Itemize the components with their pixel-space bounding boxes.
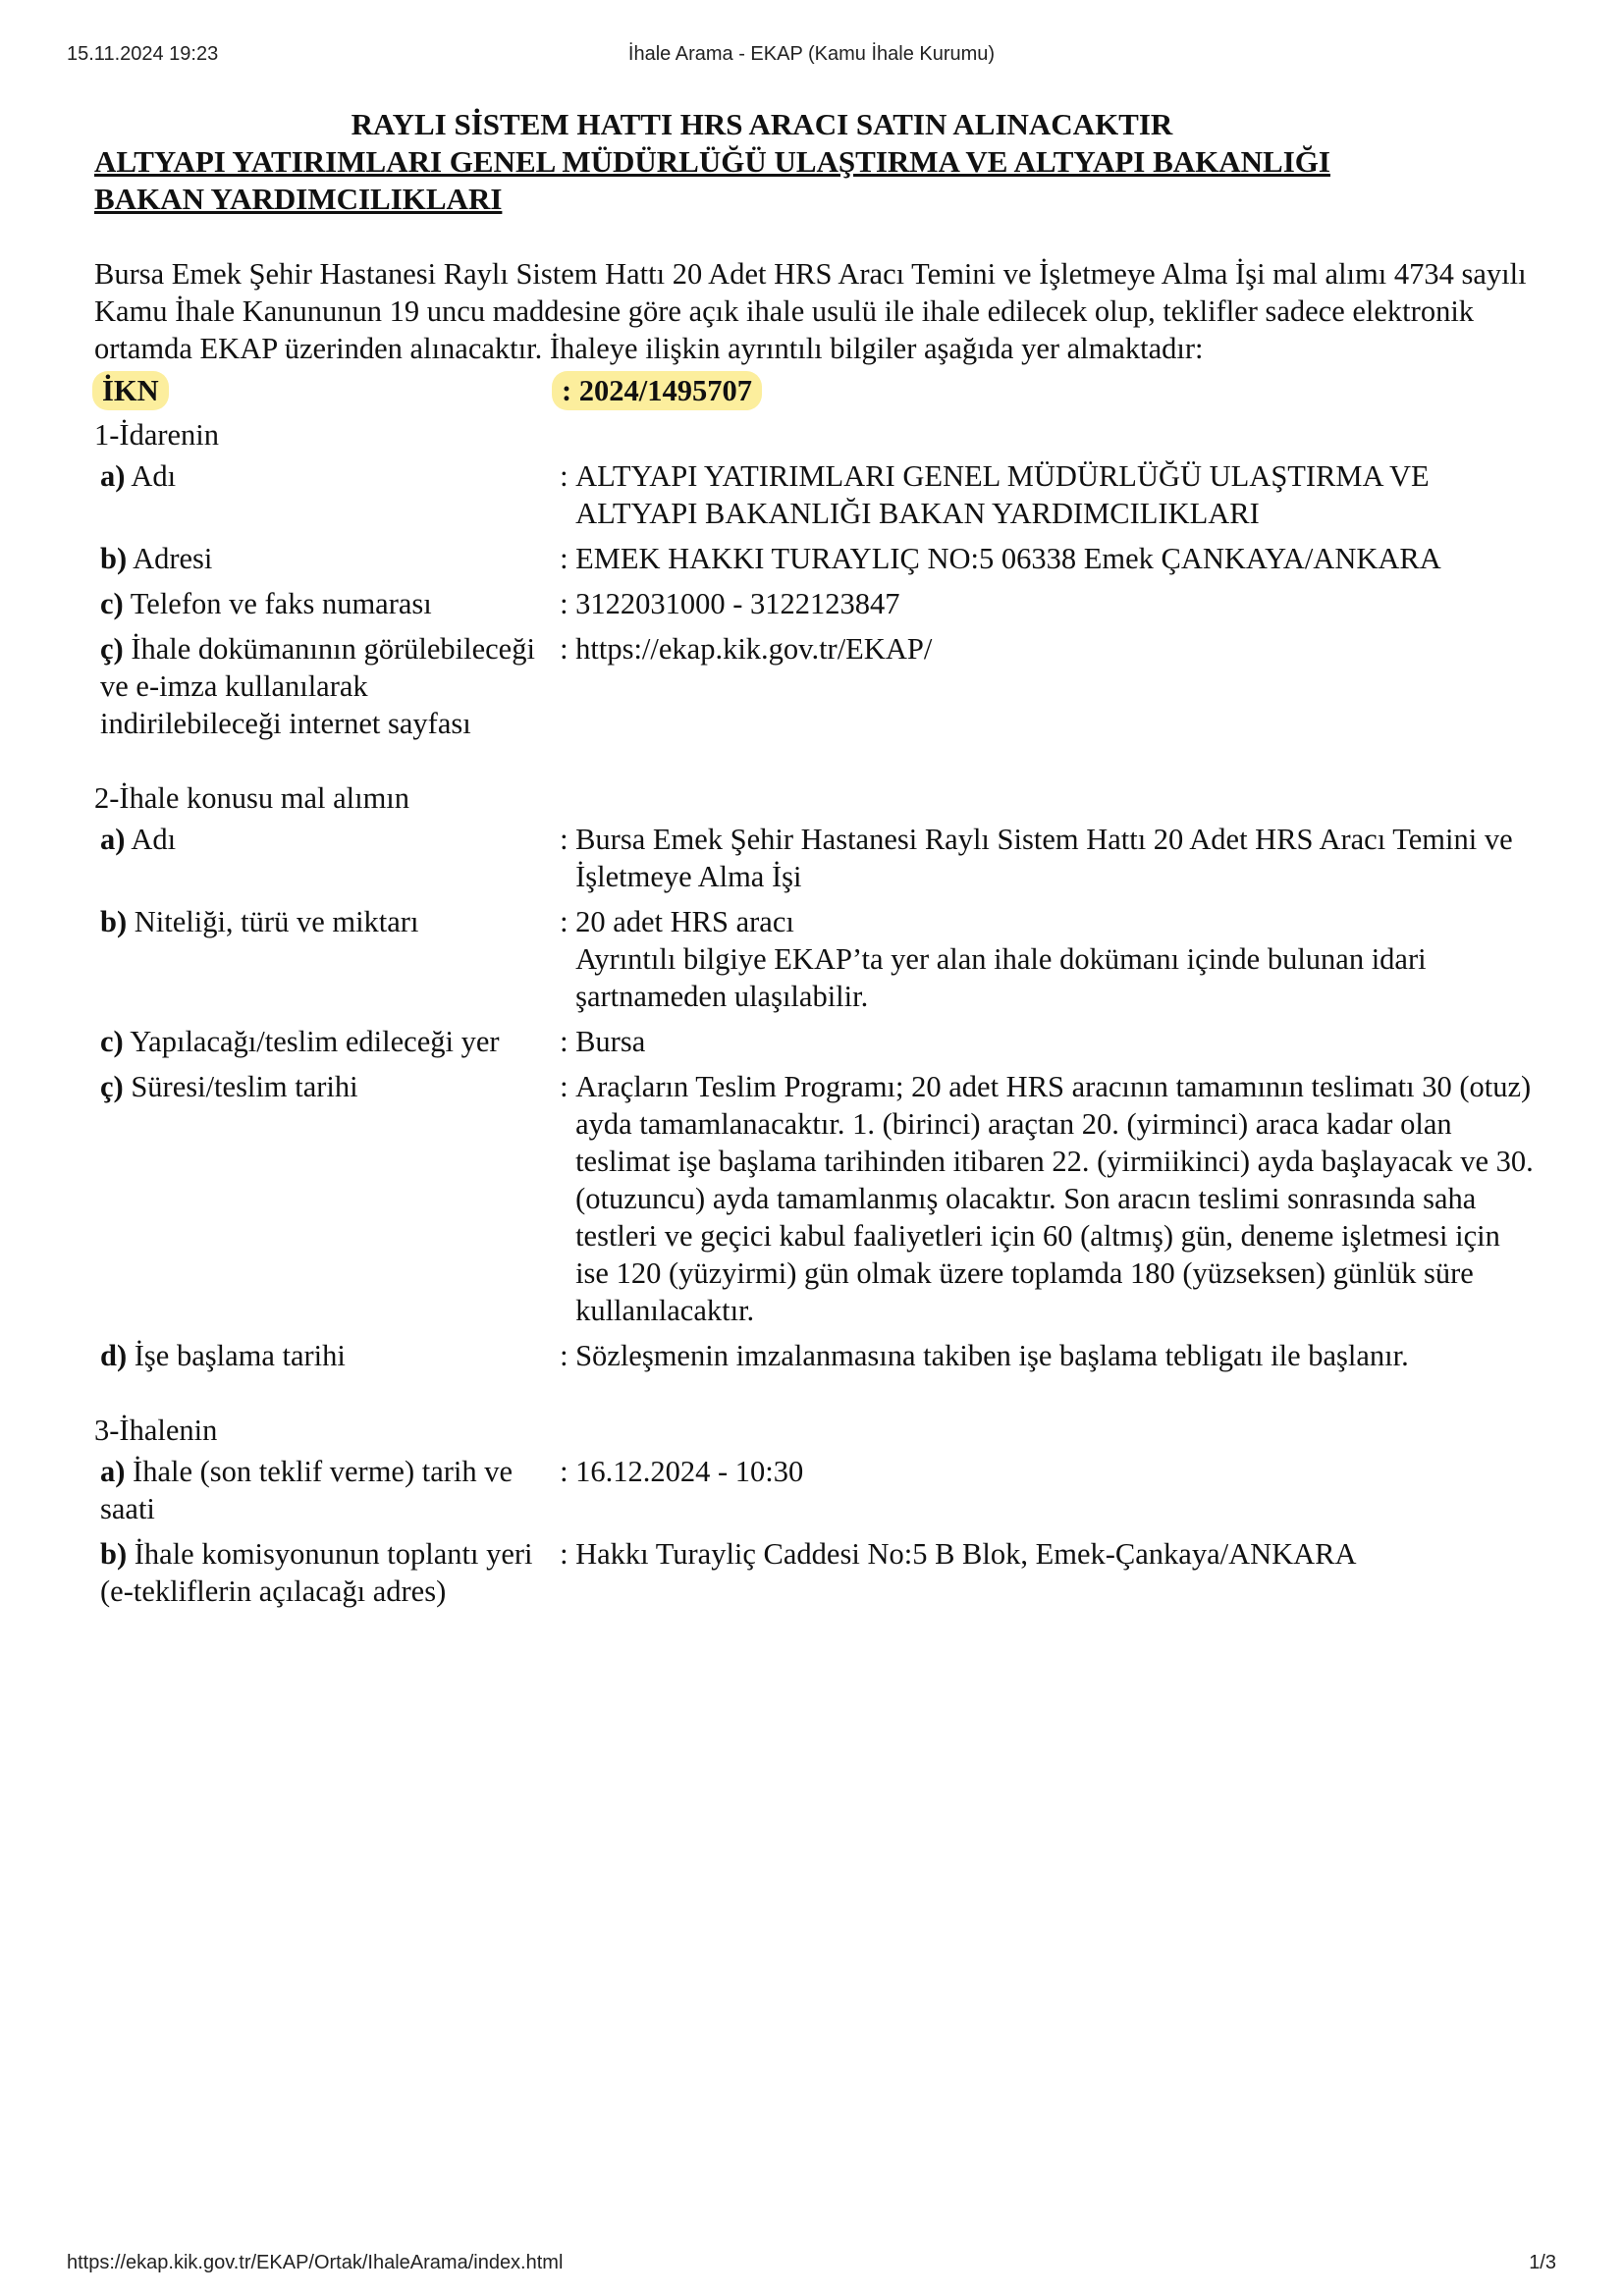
field-label: ç) İhale dokümanının görülebileceği ve e-imza kullanılarak indirilebileceği internet sayfası (100, 632, 535, 740)
field-value: : Bursa (560, 1025, 646, 1058)
print-page-title: İhale Arama - EKAP (Kamu İhale Kurumu) (627, 43, 996, 65)
field-label: c) Yapılacağı/teslim edileceği yer (100, 1025, 500, 1058)
field-value: : Bursa Emek Şehir Hastanesi Raylı Sistem Hattı 20 Adet HRS Aracı Temini ve İşletmeye Alma İşi (560, 823, 1513, 893)
field-row (94, 457, 1538, 532)
field-row (94, 1535, 1538, 1610)
section-title-ihale: 3-İhalenin (94, 1414, 218, 1447)
field-label: d) İşe başlama tarihi (100, 1339, 346, 1372)
field-label: b) Niteliği, türü ve miktarı (100, 905, 419, 938)
field-value: : 3122031000 - 3122123847 (560, 587, 900, 620)
field-row (94, 540, 1538, 577)
field-label: a) İhale (son teklif verme) tarih ve saati (100, 1455, 514, 1525)
field-value: : 16.12.2024 - 10:30 (560, 1455, 804, 1488)
field-row (94, 1337, 1538, 1374)
ikn-row (94, 369, 1538, 414)
print-page-number: 1/3 (1529, 2252, 1556, 2273)
field-label: b) Adresi (100, 542, 213, 575)
field-label: b) İhale komisyonunun toplantı yeri (e-tekliflerin açılacağı adres) (100, 1537, 533, 1608)
field-value: : 20 adet HRS aracı Ayrıntılı bilgiye EKAP’ta yer alan ihale dokümanı içinde bulunan idari şartnameden ulaşılabilir. (560, 905, 1427, 1013)
section-title-idare: 1-İdarenin (94, 418, 220, 452)
document-body (94, 106, 1538, 1610)
field-value: : Araçların Teslim Programı; 20 adet HRS aracının tamamının teslimatı 30 (otuz) ayda tamamlanacaktır. 1. (birinci) araçtan 20. (yirminci) araca kadar olan teslimat işe başlama tarihinden itibaren 22. (yirmiikinci) ayda başlayacak ve 30. (otuzuncu) ayda tamamlanmış olacaktır. Son aracın teslimi sonrasında saha testleri ve geçici kabul faaliyetleri için 60 (altmış) gün, deneme işletmesi için ise 120 (yüzyirmi) gün olmak üzere toplamda 180 (yüzseksen) günlük süre kullanılacaktır. (560, 1070, 1534, 1327)
print-url: https://ekap.kik.gov.tr/EKAP/Ortak/IhaleArama/index.html (67, 2252, 564, 2273)
authority-name-line2: BAKAN YARDIMCILIKLARI (94, 182, 503, 216)
intro-paragraph: Bursa Emek Şehir Hastanesi Raylı Sistem Hattı 20 Adet HRS Aracı Temini ve İşletmeye Alma İşi mal alımı 4734 sayılı Kamu İhale Kanununun 19 uncu maddesine göre açık ihale usulü ile ihale edilecek olup, teklifler sadece elektronik ortamda EKAP üzerinden alınacaktır. İhaleye ilişkin ayrıntılı bilgiler aşağıda yer almaktadır: (94, 257, 1527, 365)
ikn-value: : 2024/1495707 (552, 371, 762, 410)
field-value: : Hakkı Turayliç Caddesi No:5 B Blok, Emek-Çankaya/ANKARA (560, 1537, 1357, 1571)
field-row (94, 1068, 1538, 1329)
field-row (94, 903, 1538, 1015)
field-value: : Sözleşmenin imzalanmasına takiben işe başlama tebligatı ile başlanır. (560, 1339, 1409, 1372)
field-value: : ALTYAPI YATIRIMLARI GENEL MÜDÜRLÜĞÜ ULAŞTIRMA VE ALTYAPI BAKANLIĞI BAKAN YARDIMCILIKLARI (560, 459, 1430, 530)
field-row (94, 1453, 1538, 1527)
document-title: RAYLI SİSTEM HATTI HRS ARACI SATIN ALINACAKTIR (351, 107, 1173, 141)
field-value: : EMEK HAKKI TURAYLIÇ NO:5 06338 Emek ÇANKAYA/ANKARA (560, 542, 1441, 575)
section-title-konu: 2-İhale konusu mal alımın (94, 781, 410, 815)
field-label: a) Adı (100, 823, 177, 856)
print-datetime: 15.11.2024 19:23 (67, 43, 219, 65)
field-row (94, 1023, 1538, 1060)
authority-name-line1: ALTYAPI YATIRIMLARI GENEL MÜDÜRLÜĞÜ ULAŞTIRMA VE ALTYAPI BAKANLIĞI (94, 144, 1330, 179)
field-row (94, 630, 1538, 742)
ikn-label: İKN (92, 371, 169, 410)
field-value: : https://ekap.kik.gov.tr/EKAP/ (560, 630, 1538, 742)
field-label: ç) Süresi/teslim tarihi (100, 1070, 358, 1103)
field-label: a) Adı (100, 459, 177, 493)
field-row (94, 821, 1538, 895)
ekap-link: https://ekap.kik.gov.tr/EKAP/ (575, 632, 933, 666)
field-label: c) Telefon ve faks numarası (100, 587, 432, 620)
field-row (94, 585, 1538, 622)
